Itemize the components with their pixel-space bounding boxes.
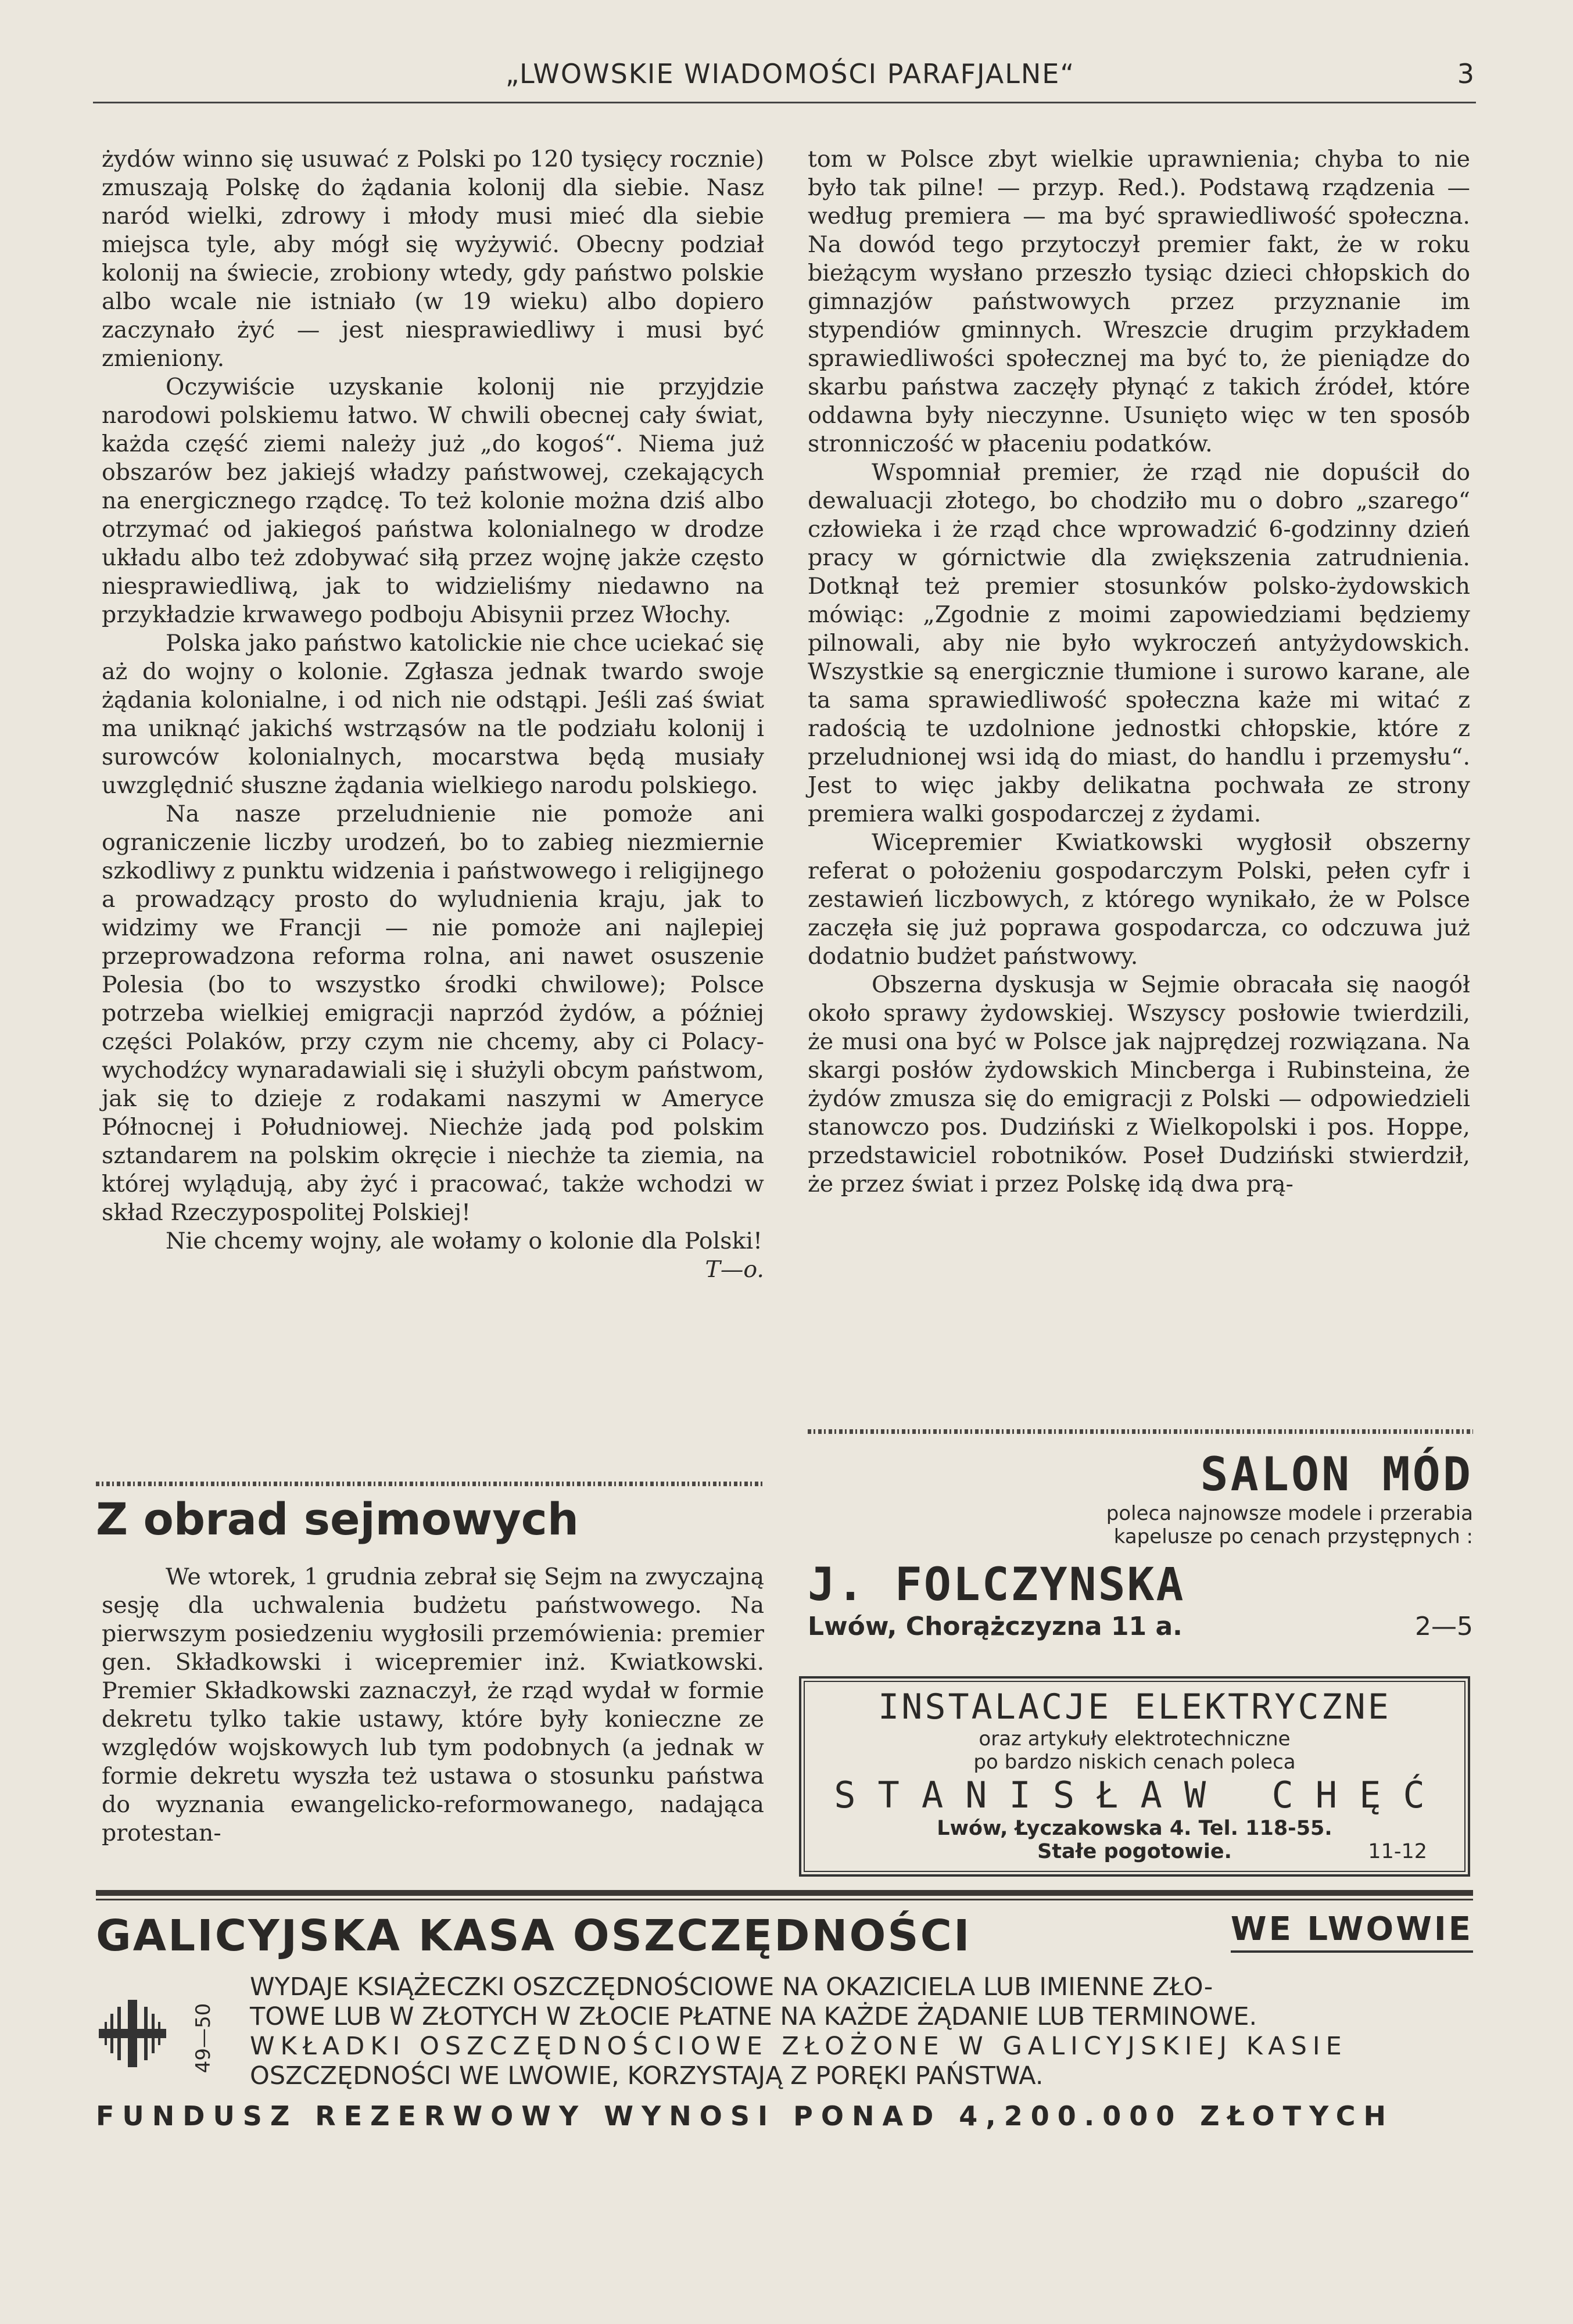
article-paragraph: Na nasze przeludnienie nie pomoże ani ograniczenie liczby urodzeń, bo to zabieg niezmiernie szkodliwy z punktu widzenia i państwowego i religijnego a prowadzący prosto do wyludnienia kraju, jak to widzimy we Francji — nie pomoże ani najlepiej przeprowadzona reforma rolna, ani nawet osuszenie Polesia (bo to wszystko środki chwilowe); Polsce potrzeba wielkiej emigracji naprzód żydów, a później części Polaków, przy czym nie chcemy, aby ci Polacy-wychodźcy wynaradawiali się i służyli obcym państwom, jak się to dzieje z rodakami naszymi w Ameryce Północnej i Południowej. Niechże jadą pod polskim sztandarem na polskim okręcie i niechże ta ziemia, na której wylądują, aby żyć i pracować, także wchodzi w skład Rzeczypospolitej Polskiej!	[102, 801, 764, 1226]
bank-city: WE LWOWIE	[1231, 1909, 1473, 1953]
ad-electrical	[799, 1676, 1470, 1877]
header-rule	[93, 102, 1476, 103]
ad-business-name: STANISŁAW CHĘĆ	[834, 1774, 1447, 1816]
running-header: „LWOWSKIE WIADOMOŚCI PARAFJALNE“	[505, 58, 1076, 89]
article-paragraph: Wspomniał premier, że rząd nie dopuścił do dewaluacji złotego, bo chodziło mu o dobro „szarego“ człowieka i że rząd chce wprowadzić 6-godzinny dzień pracy w górnictwie dla zwiększenia zatrudnienia. Dotknął też premier stosunków polsko-żydowskich mówiąc: „Zgodnie z moimi zapowiedziami będziemy pilnowali, aby nie było wykroczeń antyżydowskich. Wszystkie są energicznie tłumione i surowo karane, ale ta sama sprawiedliwość społeczna każe mi witać z radością te uzdolnione jednostki chłopskie, które z przeludnionej wsi idą do miast, do handlu i przemysłu“. Jest to więc jakby delikatna pochwała ze strony premiera walki gospodarczej z żydami.	[808, 459, 1470, 827]
ad-address: Lwów, Łyczakowska 4. Tel. 118-55.	[937, 1817, 1332, 1840]
bank-name: GALICYJSKA KASA OSZCZĘDNOŚCI	[96, 1911, 972, 1961]
article-signature: T—o.	[705, 1256, 764, 1283]
article-sejm-continued	[808, 145, 1470, 1199]
thin-rule	[96, 1899, 1473, 1900]
ornamental-divider	[808, 1429, 1473, 1434]
ad-reference: 49—50	[192, 2003, 215, 2073]
article-paragraph: Nie chcemy wojny, ale wołamy o kolonie dla Polski!	[166, 1228, 762, 1254]
ad-service: Stałe pogotowie.	[1037, 1840, 1232, 1863]
article-paragraph: tom w Polsce zbyt wielkie uprawnienia; chyba to nie było tak pilne! — przyp. Red.). Podstawą rządzenia — według premiera — ma być sprawiedliwość społeczna. Na dowód tego przytoczył premier fakt, że w roku bieżącym wysłano przeszło tysiąc dzieci chłopskich do gimnazjów państwowych przez przyznanie im stypendiów gminnych. Wreszcie drugim przykładem sprawiedliwości społecznej ma być to, że pieniądze do skarbu państwa zaczęły płynąć z takich źródeł, które oddawna były nieczynne. Usunięto więc w ten sposób stronniczość w płaceniu podatków.	[808, 146, 1470, 457]
ad-reference: 2—5	[1415, 1612, 1473, 1641]
article-paragraph: We wtorek, 1 grudnia zebrał się Sejm na zwyczajną sesję dla uchwalenia budżetu państwowego. Na pierwszym posiedzeniu wygłosili przemówienia: premier gen. Składkowski i wicepremier inż. Kwiatkowski. Premier Składkowski zaznaczył, że rząd wydał w formie dekretu tylko takie ustawy, które były konieczne ze względów wojskowych lub tym podobnych (a jednak w formie dekretu wyszła też ustawa o stosunku państwa do wyznania ewangelicko-reformowanego, nadająca protestan-	[102, 1563, 764, 1846]
ad-line: oraz artykuły elektrotechniczne	[979, 1727, 1291, 1751]
ad-line: OSZCZĘDNOŚCI WE LWOWIE, KORZYSTAJĄ Z PORĘKI PAŃSTWA.	[250, 2061, 1044, 2090]
ornamental-divider	[96, 1482, 764, 1486]
article-paragraph: Obszerna dyskusja w Sejmie obracała się naogół około sprawy żydowskiej. Wszyscy posłowie twierdzili, że musi ona być w Polsce jak najprędzej rozwiązana. Na skargi posłów żydowskich Mincberga i Rubinsteina, że żydów zmusza się do emigracji z Polski — odpowiedzieli stanowczo pos. Dudziński z Wielkopolski i pos. Hoppe, przedstawiciel robotników. Poseł Dudziński stwierdził, że przez świat i przez Polskę idą dwa prą-	[808, 971, 1470, 1197]
article-title: Z obrad sejmowych	[96, 1493, 579, 1545]
ad-salon-mod	[808, 1447, 1473, 1642]
ad-title: SALON MÓD	[1200, 1447, 1473, 1501]
article-paragraph: Oczywiście uzyskanie kolonij nie przyjdzie narodowi polskiemu łatwo. W chwili obecnej cały świat, każda część ziemi należy już „do kogoś“. Niema już obszarów bez jakiejś władzy państwowej, czekających na energicznego rządcę. To też kolonie można dziś albo otrzymać od jakiegoś państwa kolonialnego w drodze układu albo też zdobywać siłą przez wojnę jakże często niesprawiedliwą, jak to widzieliśmy niedawno na przykładzie krwawego podboju Abisynii przez Włochy.	[102, 374, 764, 628]
heavy-rule	[96, 1890, 1473, 1896]
ad-description: poleca najnowsze modele i przerabia kapelusze po cenach przystępnych :	[1106, 1502, 1473, 1548]
ad-reference: 11-12	[1368, 1840, 1427, 1863]
ad-line: po bardzo niskich cenach poleca	[973, 1751, 1296, 1774]
ad-bank-fund: FUNDUSZ REZERWOWY WYNOSI PONAD 4,200.000 ZŁOTYCH	[96, 2100, 1394, 2132]
ad-bank-title	[96, 1903, 1473, 1972]
bank-emblem-icon	[98, 1999, 167, 2068]
ad-title: INSTALACJE ELEKTRYCZNE	[878, 1687, 1391, 1727]
article-sejm	[102, 1563, 764, 1848]
article-paragraph: żydów winno się usuwać z Polski po 120 tysięcy rocznie) zmuszają Polskę do żądania kolonij dla siebie. Nasz naród wielki, zdrowy i młody musi mieć dla siebie miejsca tyle, aby mógł się wyżywić. Obecny podział kolonij na świecie, zrobiony wtedy, gdy państwo polskie albo wcale nie istniało (w 19 wieku) albo dopiero zaczynało żyć — jest niesprawiedliwy i musi być zmieniony.	[102, 146, 764, 372]
ad-address: Lwów, Chorążczyzna 11 a.	[808, 1612, 1183, 1641]
ad-line: WKŁADKI OSZCZĘDNOŚCIOWE ZŁOŻONE W GALICYJSKIEJ KASIE	[250, 2032, 1348, 2061]
ad-line: WYDAJE KSIĄŻECZKI OSZCZĘDNOŚCIOWE NA OKAZICIELA LUB IMIENNE ZŁO-	[250, 1972, 1213, 2002]
article-colonies	[102, 145, 764, 1284]
article-paragraph: Wicepremier Kwiatkowski wygłosił obszerny referat o położeniu gospodarczym Polski, pełen cyfr i zestawień liczbowych, z którego wynikało, że w Polsce zaczęła się już poprawa gospodarcza, co odczuwa już dodatnio budżet państwowy.	[808, 829, 1470, 970]
ad-business-name: J. FOLCZYNSKA	[808, 1559, 1185, 1611]
page-number: 3	[1457, 58, 1474, 89]
ad-line: TOWE LUB W ZŁOTYCH W ZŁOCIE PŁATNE NA KAŻDE ŻĄDANIE LUB TERMINOWE.	[250, 2002, 1257, 2031]
ad-bank-text	[250, 1972, 1473, 2091]
article-paragraph: Polska jako państwo katolickie nie chce uciekać się aż do wojny o kolonie. Zgłasza jednak twardo swoje żądania kolonialne, i od nich nie odstąpi. Jeśli zaś świat ma uniknąć jakichś wstrząsów na tle podziału kolonij i surowców kolonialnych, mocarstwa będą musiały uwzględnić słuszne żądania wielkiego narodu polskiego.	[102, 630, 764, 799]
ad-reference-box	[169, 1990, 238, 2086]
